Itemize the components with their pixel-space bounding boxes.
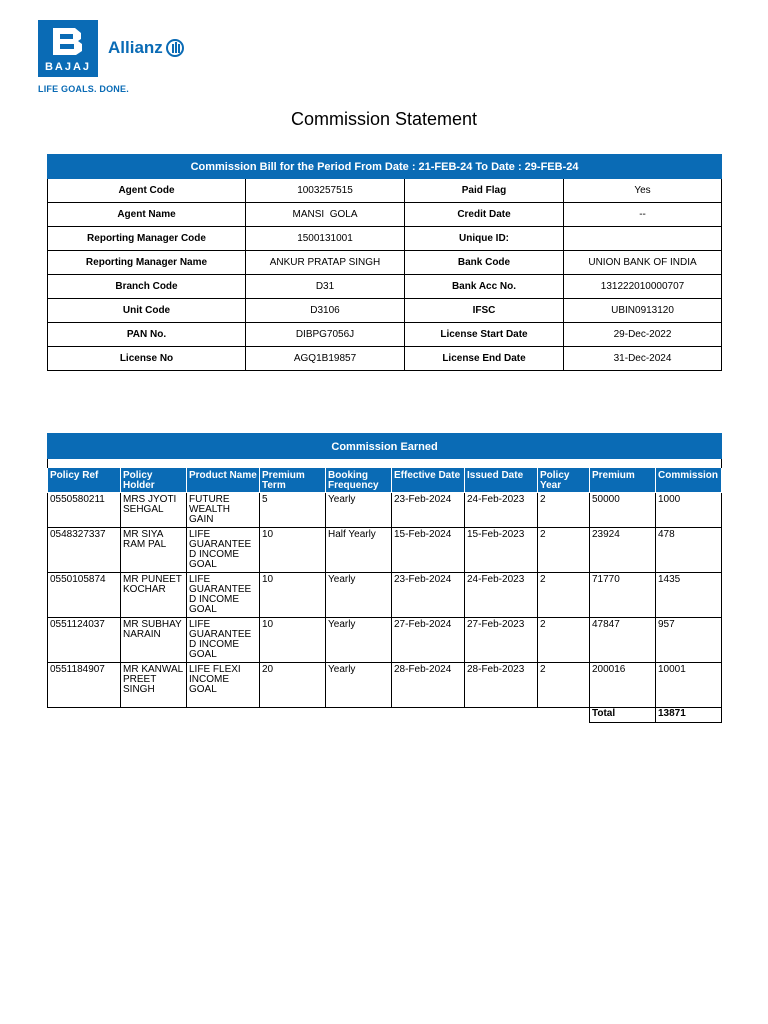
value-pan: DIBPG7056J — [246, 323, 405, 347]
cell-product-name: LIFE GUARANTEE D INCOME GOAL — [187, 528, 260, 573]
value-license-end: 31-Dec-2024 — [564, 347, 722, 371]
logo-text: BAJAJ — [44, 61, 92, 73]
allianz-logo-text: Allianz — [108, 38, 163, 57]
cell-policy-year: 2 — [538, 493, 590, 528]
value-branch-code: D31 — [246, 275, 405, 299]
value-agent-name: MANSI GOLA — [246, 203, 405, 227]
table-row — [48, 528, 722, 573]
column-header-booking-frequency: Booking Frequency — [326, 468, 392, 493]
cell-policy-holder: MR KANWAL PREET SINGH — [121, 663, 187, 708]
total-value: 13871 — [656, 708, 722, 723]
value-bank-acc: 131222010000707 — [564, 275, 722, 299]
cell-policy-holder: MR SUBHAY NARAIN — [121, 618, 187, 663]
cell-policy-year: 2 — [538, 618, 590, 663]
cell-commission: 1000 — [656, 493, 722, 528]
cell-premium: 23924 — [590, 528, 656, 573]
column-header-premium: Premium — [590, 468, 656, 493]
column-header-effective-date: Effective Date — [392, 468, 465, 493]
cell-policy-year: 2 — [538, 663, 590, 708]
value-agent-code: 1003257515 — [246, 179, 405, 203]
value-rm-code: 1500131001 — [246, 227, 405, 251]
cell-issued-date: 28-Feb-2023 — [465, 663, 538, 708]
cell-commission: 1435 — [656, 573, 722, 618]
bajaj-logo — [38, 20, 98, 77]
cell-effective-date: 27-Feb-2024 — [392, 618, 465, 663]
cell-issued-date: 24-Feb-2023 — [465, 573, 538, 618]
cell-booking-frequency: Yearly — [326, 618, 392, 663]
cell-product-name: LIFE GUARANTEE D INCOME GOAL — [187, 573, 260, 618]
value-license-no: AGQ1B19857 — [246, 347, 405, 371]
cell-policy-holder: MR SIYA RAM PAL — [121, 528, 187, 573]
cell-commission: 10001 — [656, 663, 722, 708]
cell-premium-term: 10 — [260, 618, 326, 663]
cell-booking-frequency: Yearly — [326, 663, 392, 708]
cell-premium: 47847 — [590, 618, 656, 663]
label-agent-name: Agent Name — [48, 203, 246, 227]
commission-table — [47, 433, 722, 723]
value-unit-code: D3106 — [246, 299, 405, 323]
table-row — [48, 663, 722, 708]
column-header-premium-term: Premium Term — [260, 468, 326, 493]
allianz-eagle-icon — [166, 39, 184, 57]
value-unique-id — [564, 227, 722, 251]
cell-issued-date: 15-Feb-2023 — [465, 528, 538, 573]
label-bank-acc: Bank Acc No. — [405, 275, 564, 299]
label-paid-flag: Paid Flag — [405, 179, 564, 203]
label-license-start: License Start Date — [405, 323, 564, 347]
column-header-policy-year: Policy Year — [538, 468, 590, 493]
label-bank-code: Bank Code — [405, 251, 564, 275]
cell-booking-frequency: Half Yearly — [326, 528, 392, 573]
label-rm-code: Reporting Manager Code — [48, 227, 246, 251]
cell-effective-date: 28-Feb-2024 — [392, 663, 465, 708]
cell-premium: 50000 — [590, 493, 656, 528]
cell-premium-term: 10 — [260, 528, 326, 573]
label-pan: PAN No. — [48, 323, 246, 347]
period-header: Commission Bill for the Period From Date : 21-FEB-24 To Date : 29-FEB-24 — [48, 155, 722, 179]
cell-effective-date: 15-Feb-2024 — [392, 528, 465, 573]
cell-policy-holder: MR PUNEET KOCHAR — [121, 573, 187, 618]
cell-policy-ref: 0548327337 — [48, 528, 121, 573]
cell-product-name: LIFE GUARANTEE D INCOME GOAL — [187, 618, 260, 663]
cell-policy-year: 2 — [538, 573, 590, 618]
commission-header: Commission Earned — [48, 434, 722, 459]
cell-policy-ref: 0550580211 — [48, 493, 121, 528]
cell-premium-term: 5 — [260, 493, 326, 528]
total-label: Total — [590, 708, 656, 723]
value-license-start: 29-Dec-2022 — [564, 323, 722, 347]
cell-commission: 478 — [656, 528, 722, 573]
label-ifsc: IFSC — [405, 299, 564, 323]
column-header-commission: Commission — [656, 468, 722, 493]
cell-premium-term: 10 — [260, 573, 326, 618]
cell-booking-frequency: Yearly — [326, 573, 392, 618]
label-unit-code: Unit Code — [48, 299, 246, 323]
cell-effective-date: 23-Feb-2024 — [392, 493, 465, 528]
cell-policy-year: 2 — [538, 528, 590, 573]
label-license-no: License No — [48, 347, 246, 371]
cell-effective-date: 23-Feb-2024 — [392, 573, 465, 618]
label-agent-code: Agent Code — [48, 179, 246, 203]
table-row — [48, 618, 722, 663]
cell-commission: 957 — [656, 618, 722, 663]
column-header-issued-date: Issued Date — [465, 468, 538, 493]
label-license-end: License End Date — [405, 347, 564, 371]
cell-product-name: LIFE FLEXI INCOME GOAL — [187, 663, 260, 708]
label-rm-name: Reporting Manager Name — [48, 251, 246, 275]
cell-policy-ref: 0551124037 — [48, 618, 121, 663]
cell-booking-frequency: Yearly — [326, 493, 392, 528]
column-header-policy-holder: Policy Holder — [121, 468, 187, 493]
cell-issued-date: 24-Feb-2023 — [465, 493, 538, 528]
table-row — [48, 573, 722, 618]
cell-product-name: FUTURE WEALTH GAIN — [187, 493, 260, 528]
cell-premium: 71770 — [590, 573, 656, 618]
value-bank-code: UNION BANK OF INDIA — [564, 251, 722, 275]
page-title: Commission Statement — [290, 109, 478, 129]
cell-policy-ref: 0550105874 — [48, 573, 121, 618]
bajaj-b-icon — [51, 26, 85, 56]
label-credit-date: Credit Date — [405, 203, 564, 227]
column-header-policy-ref: Policy Ref — [48, 468, 121, 493]
value-credit-date: -- — [564, 203, 722, 227]
agent-details-table — [47, 154, 722, 371]
label-unique-id: Unique ID: — [405, 227, 564, 251]
cell-policy-ref: 0551184907 — [48, 663, 121, 708]
table-row — [48, 493, 722, 528]
cell-issued-date: 27-Feb-2023 — [465, 618, 538, 663]
cell-policy-holder: MRS JYOTI SEHGAL — [121, 493, 187, 528]
column-header-product-name: Product Name — [187, 468, 260, 493]
value-ifsc: UBIN0913120 — [564, 299, 722, 323]
label-branch-code: Branch Code — [48, 275, 246, 299]
value-paid-flag: Yes — [564, 179, 722, 203]
cell-premium-term: 20 — [260, 663, 326, 708]
cell-premium: 200016 — [590, 663, 656, 708]
tagline: LIFE GOALS. DONE. — [38, 84, 129, 94]
value-rm-name: ANKUR PRATAP SINGH — [246, 251, 405, 275]
